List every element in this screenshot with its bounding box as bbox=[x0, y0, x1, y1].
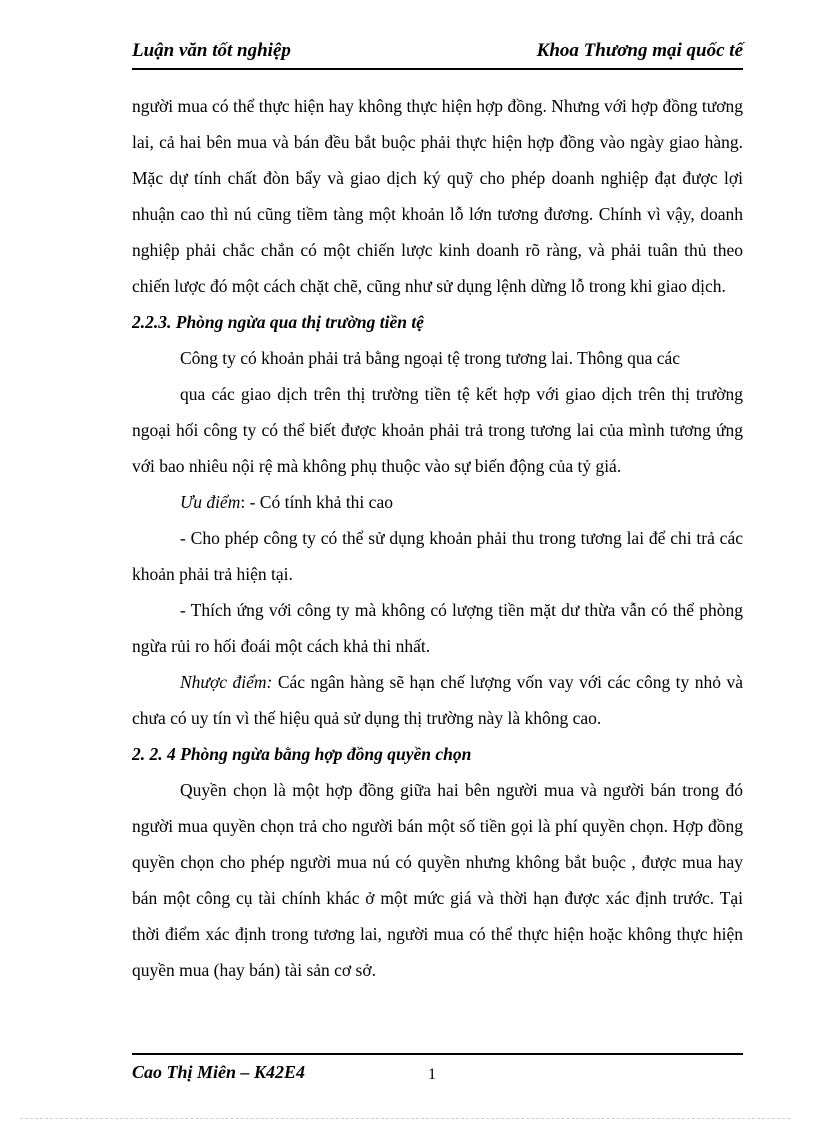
header-thesis-title: Luận văn tốt nghiệp bbox=[132, 40, 291, 61]
footer-author: Cao Thị Miên – K42E4 bbox=[132, 1062, 306, 1082]
advantages-item-3: - Thích ứng với công ty mà không có lượng tiền mặt dư thừa vẫn có thể phòng ngừa rủi ro hối đoái một cách khả thi nhất. bbox=[132, 600, 743, 656]
page-number: 1 bbox=[428, 1066, 436, 1083]
page-break-line bbox=[20, 1118, 790, 1119]
page-body bbox=[132, 88, 743, 988]
section-heading-2-2-4: 2. 2. 4 Phòng ngừa bằng hợp đồng quyền chọn bbox=[132, 744, 472, 764]
page-header bbox=[132, 34, 743, 70]
disadvantages-paragraph bbox=[132, 664, 743, 736]
advantages-label: Ưu điểm bbox=[180, 492, 241, 512]
footer-divider bbox=[132, 1053, 743, 1055]
paragraph-money-market-line1: Công ty có khoản phải trả bằng ngoại tệ trong tương lai. Thông qua các bbox=[180, 348, 681, 368]
paragraph-options-definition: Quyền chọn là một hợp đồng giữa hai bên người mua và người bán trong đó người mua quyền chọn trả cho người bán một số tiền gọi là phí quyền chọn. Hợp đồng quyền chọn cho phép người mua nú có quyền nhưng không bắt buộc , được mua hay bán một công cụ tài chính khác ở một mức giá và thời hạn được xác định trước. Tại thời điểm xác định trong tương lai, người mua có thể thực hiện hoặc không thực hiện quyền mua (hay bán) tài sản cơ sở. bbox=[132, 780, 743, 980]
section-heading-2-2-3: 2.2.3. Phòng ngừa qua thị trường tiền tệ bbox=[132, 312, 424, 332]
disadvantages-label: Nhược điểm: bbox=[180, 672, 273, 692]
paragraph-money-market: qua các giao dịch trên thị trường tiền tệ kết hợp với giao dịch trên thị trường ngoại hối công ty có thể biết được khoản phải trả trong tương lai của mình tương ứng với bao nhiêu nội rệ mà không phụ thuộc vào sự biến động của tỷ giá. bbox=[132, 384, 743, 476]
disadvantages-text: Các ngân hàng sẽ hạn chế lượng vốn vay với các công ty nhỏ và chưa có uy tín vì thế hiệu quả sử dụng thị trường này là không cao. bbox=[132, 672, 743, 728]
advantages-item-1: : - Có tính khả thi cao bbox=[240, 492, 393, 512]
header-faculty: Khoa Thương mại quốc tế bbox=[536, 40, 743, 61]
advantages-item-2: - Cho phép công ty có thể sử dụng khoản phải thu trong tương lai để chi trả các khoản phải trả hiện tại. bbox=[132, 528, 743, 584]
paragraph-futures-conclusion: người mua có thể thực hiện hay không thực hiện hợp đồng. Nhưng với hợp đồng tương lai, cả hai bên mua và bán đều bắt buộc phải thực hiện hợp đồng vào ngày giao hàng. Mặc dự tính chất đòn bẩy và giao dịch ký quỹ cho phép doanh nghiệp đạt được lợi nhuận cao thì nú cũng tiềm tàng một khoản lỗ lớn tương đương. Chính vì vậy, doanh nghiệp phải chắc chắn có một chiến lược kinh doanh rõ ràng, và phải tuân thủ theo chiến lược đó một cách chặt chẽ, cũng như sử dụng lệnh dừng lỗ trong khi giao dịch. bbox=[132, 96, 743, 296]
advantages-line bbox=[132, 484, 743, 520]
